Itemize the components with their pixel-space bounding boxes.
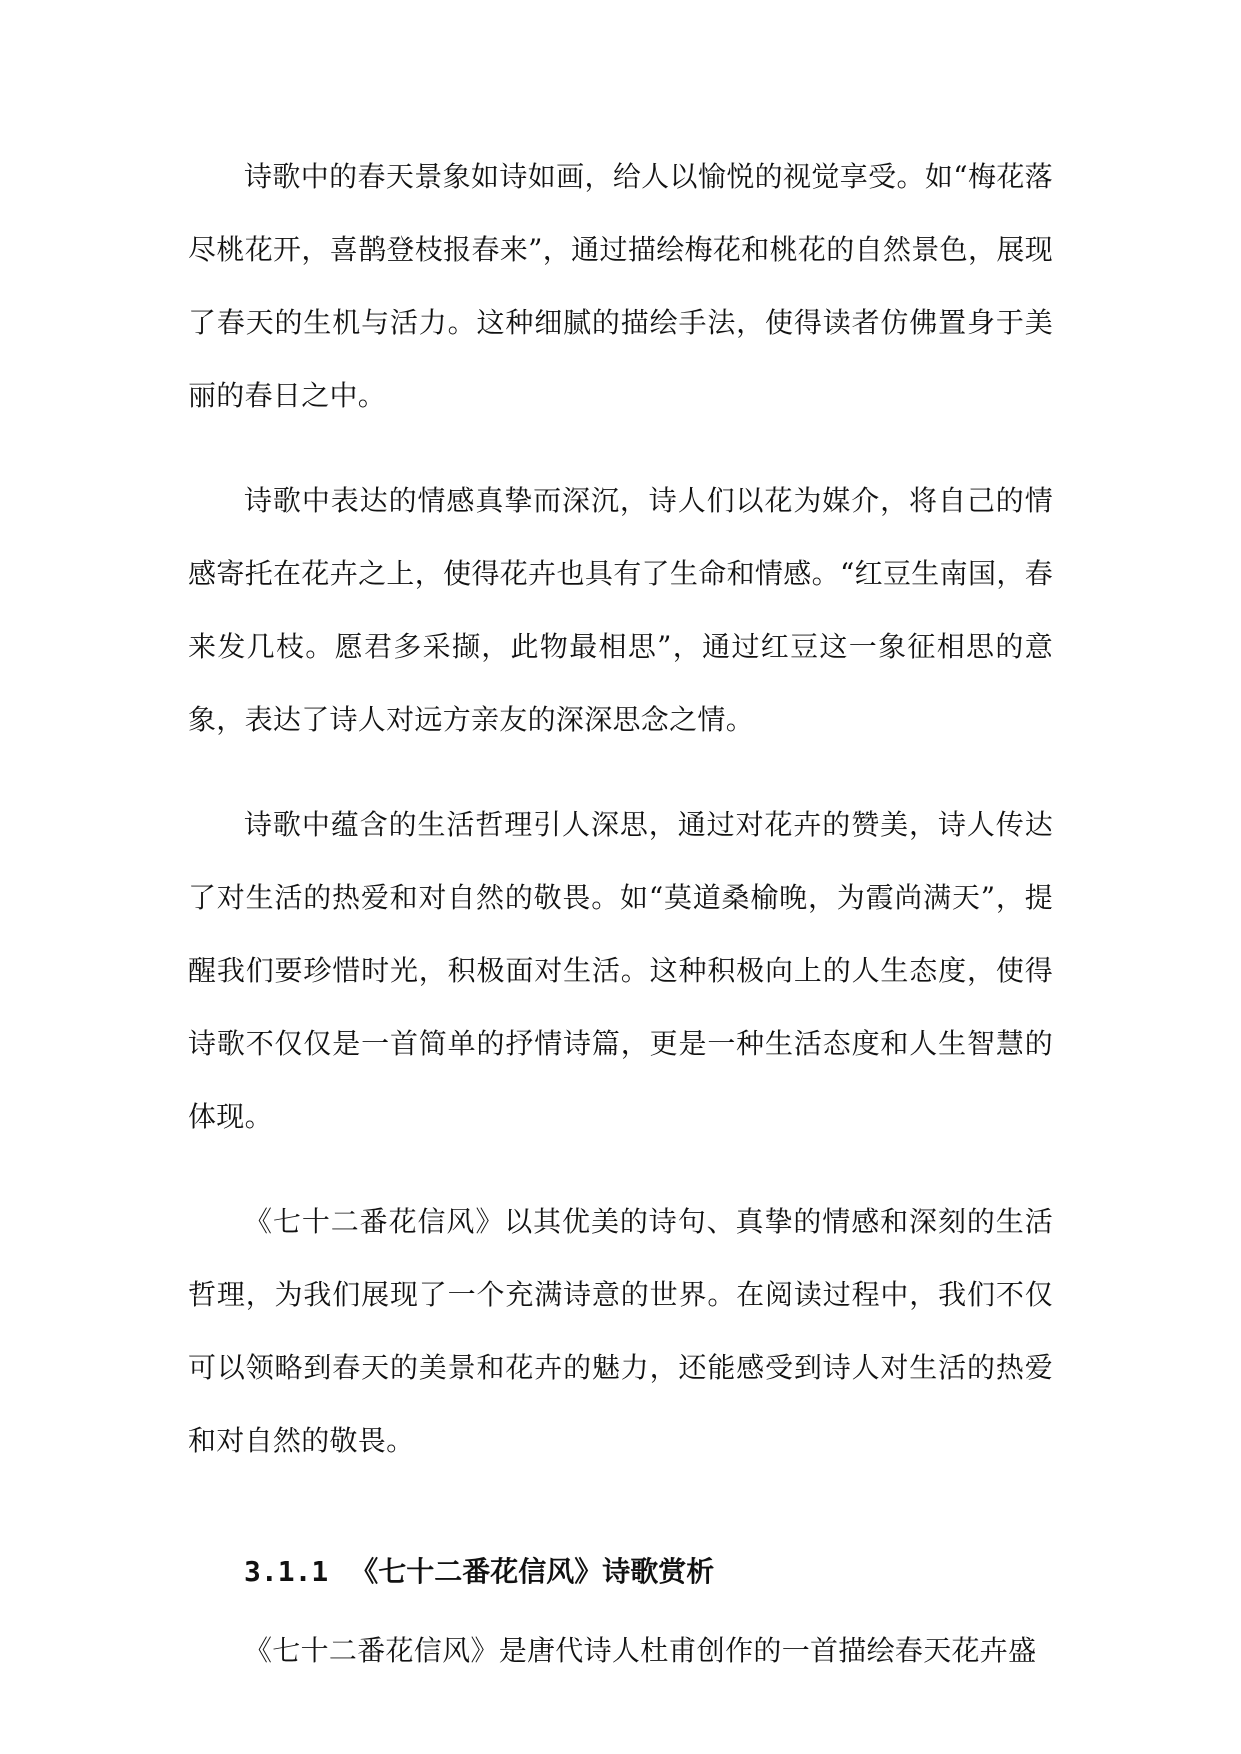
- document-body: [188, 140, 1053, 1687]
- section-number: 3.1.1: [244, 1555, 329, 1588]
- body-paragraph: 诗歌中蕴含的生活哲理引人深思，通过对花卉的赞美，诗人传达了对生活的热爱和对自然的敬畏。如“莫道桑榆晚，为霞尚满天”，提醒我们要珍惜时光，积极面对生活。这种积极向上的人生态度，使得诗歌不仅仅是一首简单的抒情诗篇，更是一种生活态度和人生智慧的体现。: [188, 808, 1053, 1133]
- body-paragraph: 《七十二番花信风》以其优美的诗句、真挚的情感和深刻的生活哲理，为我们展现了一个充满诗意的世界。在阅读过程中，我们不仅可以领略到春天的美景和花卉的魅力，还能感受到诗人对生活的热爱和对自然的敬畏。: [188, 1205, 1053, 1457]
- body-paragraph: 《七十二番花信风》是唐代诗人杜甫创作的一首描绘春天花卉盛: [244, 1634, 1037, 1667]
- section-title: 《七十二番花信风》诗歌赏析: [350, 1555, 715, 1588]
- body-paragraph: 诗歌中表达的情感真挚而深沉，诗人们以花为媒介，将自己的情感寄托在花卉之上，使得花卉也具有了生命和情感。“红豆生南国，春来发几枝。愿君多采撷，此物最相思”，通过红豆这一象征相思的意象，表达了诗人对远方亲友的深深思念之情。: [188, 484, 1053, 736]
- body-paragraph: 诗歌中的春天景象如诗如画，给人以愉悦的视觉享受。如“梅花落尽桃花开，喜鹊登枝报春来”，通过描绘梅花和桃花的自然景色，展现了春天的生机与活力。这种细腻的描绘手法，使得读者仿佛置身于美丽的春日之中。: [188, 160, 1053, 412]
- section-heading: [188, 1535, 1053, 1608]
